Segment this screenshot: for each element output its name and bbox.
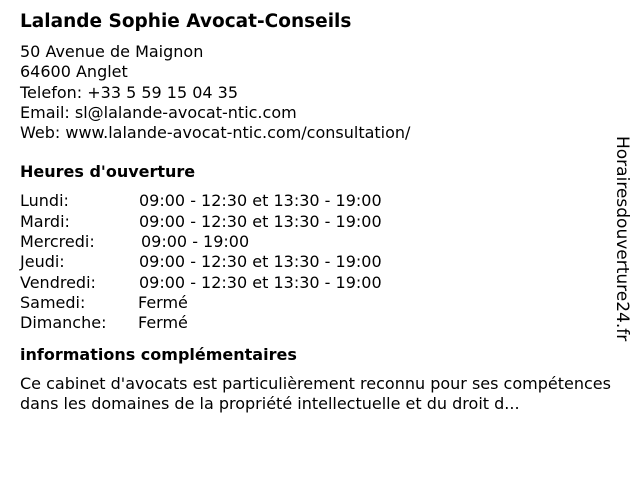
- day-label: Mardi:: [20, 211, 70, 231]
- day-time: Fermé: [138, 313, 188, 333]
- web-line[interactable]: Web: www.lalande-avocat-ntic.com/consultation/: [20, 123, 411, 143]
- hours-row-friday: [20, 273, 616, 293]
- day-time: 09:00 - 12:30 et 13:30 - 19:00: [139, 252, 382, 272]
- day-time: 09:00 - 19:00: [141, 232, 250, 252]
- day-label: Samedi:: [20, 292, 86, 312]
- day-label: Mercredi:: [20, 232, 95, 252]
- address-city: 64600 Anglet: [20, 62, 128, 82]
- address-street: 50 Avenue de Maignon: [20, 42, 204, 61]
- day-time: 09:00 - 12:30 et 13:30 - 19:00: [139, 272, 382, 292]
- hours-title: Heures d'ouverture: [20, 162, 196, 182]
- phone-line[interactable]: Telefon: +33 5 59 15 04 35: [20, 82, 239, 102]
- hours-row-thursday: [20, 252, 616, 272]
- info-description: Ce cabinet d'avocats est particulièrement reconnu pour ses compétences dans les domaines de la propriété intellectuelle et du droit d...: [20, 373, 611, 413]
- hours-row-wednesday: [20, 232, 616, 252]
- hours-row-tuesday: [20, 212, 616, 232]
- day-time: 09:00 - 12:30 et 13:30 - 19:00: [139, 191, 382, 211]
- business-card: [20, 10, 616, 414]
- day-time: Fermé: [138, 292, 188, 312]
- site-watermark: Horairesdouverture24.fr: [612, 136, 632, 342]
- hours-row-saturday: [20, 293, 616, 313]
- hours-row-monday: [20, 191, 616, 211]
- day-label: Jeudi:: [20, 252, 65, 272]
- day-label: Dimanche:: [20, 313, 107, 333]
- hours-row-sunday: [20, 313, 616, 333]
- email-line[interactable]: Email: sl@lalande-avocat-ntic.com: [20, 102, 297, 122]
- day-time: 09:00 - 12:30 et 13:30 - 19:00: [139, 211, 382, 231]
- day-label: Lundi:: [20, 191, 69, 211]
- day-label: Vendredi:: [20, 272, 96, 292]
- business-name: Lalande Sophie Avocat-Conseils: [20, 11, 352, 32]
- info-title: informations complémentaires: [20, 344, 297, 364]
- hours-table: [20, 191, 616, 333]
